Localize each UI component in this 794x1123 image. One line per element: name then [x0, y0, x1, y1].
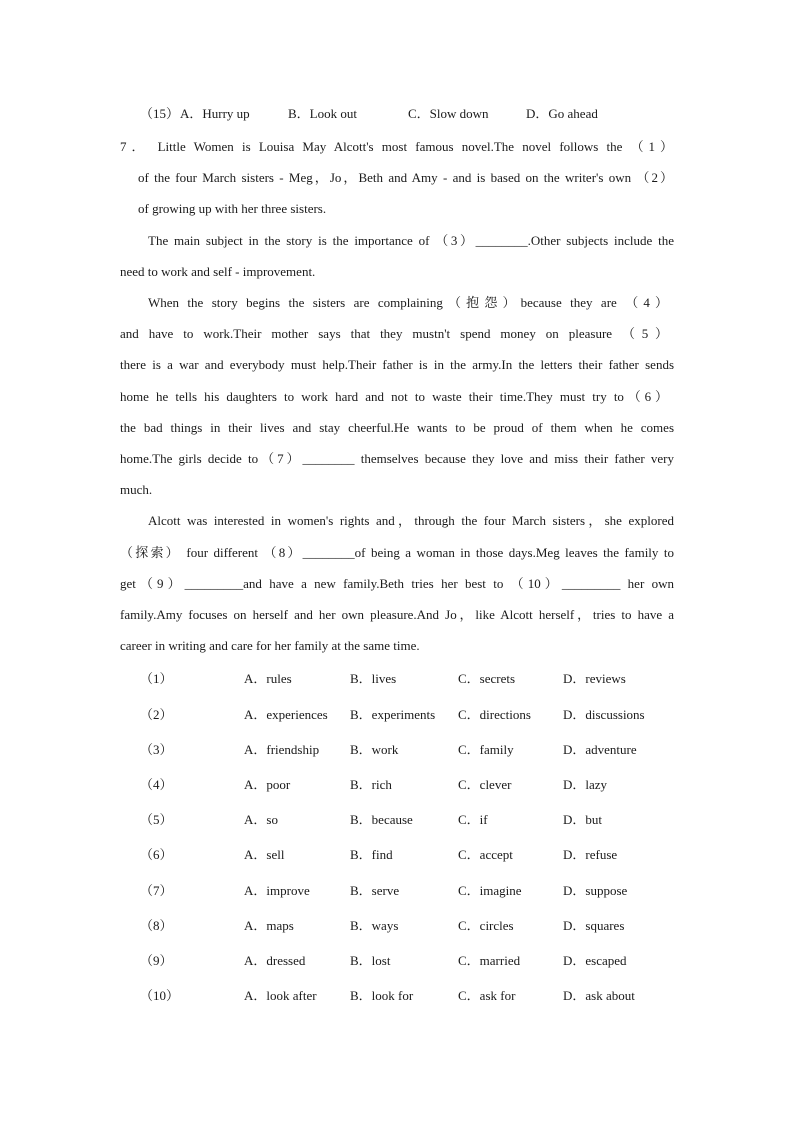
q15-number: （15）	[140, 106, 180, 121]
option-b: B．because	[350, 812, 413, 827]
option-number: （7）	[140, 883, 173, 898]
option-d: D．lazy	[563, 777, 608, 792]
option-b: B．lives	[350, 671, 397, 686]
option-d: D．ask about	[563, 988, 635, 1003]
passage-line: When the story begins the sisters are complaining（抱怨）because they are （4）	[148, 295, 668, 310]
passage-line: there is a war and everybody must help.Their father is in the army.In the letters their father sends	[120, 357, 674, 372]
option-a: A．sell	[244, 847, 285, 862]
option-c: C．imagine	[458, 883, 522, 898]
option-a: A．look after	[244, 988, 317, 1003]
option-number: （3）	[140, 742, 173, 757]
option-b: B．ways	[350, 918, 399, 933]
option-a: A．rules	[244, 671, 292, 686]
passage-line: much.	[120, 482, 153, 497]
option-number: （4）	[140, 777, 173, 792]
option-a: A．improve	[244, 883, 310, 898]
option-a: A．maps	[244, 918, 294, 933]
option-c: C．secrets	[458, 671, 516, 686]
option-d: D．refuse	[563, 847, 618, 862]
option-d: D．squares	[563, 918, 625, 933]
option-d: D．suppose	[563, 883, 628, 898]
option-a: A．so	[244, 812, 278, 827]
option-number: （8）	[140, 918, 173, 933]
option-b: B．look for	[350, 988, 414, 1003]
option-b: B．rich	[350, 777, 392, 792]
option-c: C．accept	[458, 847, 513, 862]
option-c: C．directions	[458, 707, 531, 722]
q15-option-d: D．Go ahead	[526, 106, 598, 121]
option-d: D．adventure	[563, 742, 637, 757]
option-number: （5）	[140, 812, 173, 827]
q15-option-a: A．Hurry up	[180, 106, 250, 121]
passage-line: （探索） four different （8）________of being a woman in those days.Meg leaves the family to	[120, 545, 674, 560]
passage-line: need to work and self - improvement.	[120, 264, 316, 279]
option-d: D．discussions	[563, 707, 645, 722]
option-number: （10）	[140, 988, 180, 1003]
q15-option-b: B．Look out	[288, 106, 357, 121]
option-a: A．experiences	[244, 707, 328, 722]
option-number: （9）	[140, 953, 173, 968]
passage-line: home.The girls decide to（7）________ themselves because they love and miss their father very	[120, 451, 674, 466]
passage-line: The main subject in the story is the importance of （3）________.Other subjects include the	[148, 233, 674, 248]
option-a: A．friendship	[244, 742, 320, 757]
q15-option-c: C．Slow down	[408, 106, 489, 121]
option-c: C．circles	[458, 918, 514, 933]
option-d: D．but	[563, 812, 603, 827]
option-number: （6）	[140, 847, 173, 862]
option-d: D．reviews	[563, 671, 626, 686]
passage-line: of the four March sisters - Meg，Jo，Beth and Amy - and is based on the writer's own （2）	[138, 170, 673, 185]
passage-line: 7． Little Women is Louisa May Alcott's most famous novel.The novel follows the （1）	[120, 139, 673, 154]
option-c: C．ask for	[458, 988, 516, 1003]
option-b: B．lost	[350, 953, 391, 968]
option-b: B．experiments	[350, 707, 436, 722]
option-a: A．dressed	[244, 953, 306, 968]
option-c: C．if	[458, 812, 488, 827]
passage-line: and have to work.Their mother says that they mustn't spend money on pleasure （5）	[120, 326, 668, 341]
passage-line: family.Amy focuses on herself and her own pleasure.And Jo，like Alcott herself，tries to have a	[120, 607, 674, 622]
option-b: B．find	[350, 847, 393, 862]
passage-line: Alcott was interested in women's rights and，through the four March sisters，she explored	[148, 513, 674, 528]
option-b: B．work	[350, 742, 399, 757]
option-a: A．poor	[244, 777, 291, 792]
passage-line: of growing up with her three sisters.	[138, 201, 327, 216]
option-c: C．family	[458, 742, 514, 757]
option-b: B．serve	[350, 883, 400, 898]
passage-line: home he tells his daughters to work hard and not to waste their time.They must try to（6）	[120, 389, 668, 404]
option-d: D．escaped	[563, 953, 627, 968]
option-c: C．married	[458, 953, 521, 968]
option-number: （1）	[140, 671, 173, 686]
passage-line: the bad things in their lives and stay cheerful.He wants to be proud of them when he comes	[120, 420, 674, 435]
option-c: C．clever	[458, 777, 512, 792]
passage-line: get（9）_________and have a new family.Beth tries her best to （10）_________ her own	[120, 576, 674, 591]
option-number: （2）	[140, 707, 173, 722]
passage-line: career in writing and care for her family at the same time.	[120, 638, 420, 653]
